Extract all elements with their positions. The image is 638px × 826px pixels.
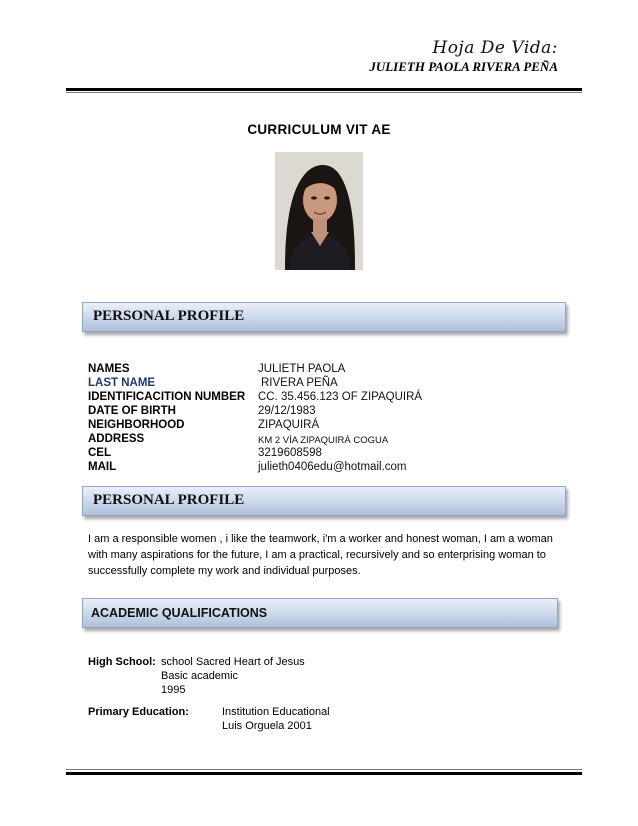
high-school-value: school Sacred Heart of Jesus [161, 656, 305, 668]
label-cel: CEL [88, 447, 111, 459]
value-neighborhood: ZIPAQUIRÁ [258, 419, 320, 431]
value-names: JULIETH PAOLA [258, 363, 346, 375]
label-neighborhood: NEIGHBORHOOD [88, 419, 185, 431]
value-mail: julieth0406edu@hotmail.com [258, 461, 407, 473]
profile-photo [275, 152, 363, 270]
personal-profile-header-2 [82, 486, 566, 516]
section-title: ACADEMIC QUALIFICATIONS [91, 606, 268, 620]
label-id-number: IDENTIFICACITION NUMBER [88, 391, 246, 403]
value-address: KM 2 VÍA ZIPAQUIRÁ COGUA [258, 435, 389, 446]
header-script-title: Hoja De Vida: [432, 38, 558, 58]
label-address: ADDRESS [88, 433, 145, 445]
value-id-number: CC. 35.456.123 OF ZIPAQUIRÁ [258, 391, 423, 403]
high-school-detail: Basic academic [161, 670, 239, 682]
label-date-of-birth: DATE OF BIRTH [88, 405, 176, 417]
value-cel: 3219608598 [258, 447, 322, 459]
page-title: CURRICULUM VIT AE [247, 122, 391, 137]
high-school-label: High School: [88, 656, 156, 668]
label-mail: MAIL [88, 461, 117, 473]
section-title: PERSONAL PROFILE [93, 492, 245, 508]
primary-education-detail: Luis Orguela 2001 [222, 720, 312, 732]
profile-paragraph: I am a responsible women , i like the teamwork, i'm a worker and honest woman, I am a woman with many aspirations for the future, I am a practical, recursively and so enterprising woman to successfully complete my work and individual purposes. [88, 533, 553, 577]
primary-education-label: Primary Education: [88, 706, 189, 718]
academic-header [82, 598, 558, 628]
footer-divider [66, 772, 582, 775]
label-names: NAMES [88, 363, 130, 375]
header-name: JULIETH PAOLA RIVERA PEÑA [369, 59, 558, 74]
label-last-name: LAST NAME [88, 377, 156, 389]
value-last-name: RIVERA PEÑA [261, 377, 338, 389]
header-divider-thin [66, 92, 582, 93]
portrait-image [275, 152, 363, 270]
primary-education-value: Institution Educational [222, 706, 330, 718]
personal-profile-header [82, 302, 566, 332]
high-school-year: 1995 [161, 684, 186, 696]
value-date-of-birth: 29/12/1983 [258, 405, 316, 417]
section-title: PERSONAL PROFILE [93, 308, 245, 324]
footer-divider-thin [66, 769, 582, 770]
header-divider [66, 88, 582, 91]
